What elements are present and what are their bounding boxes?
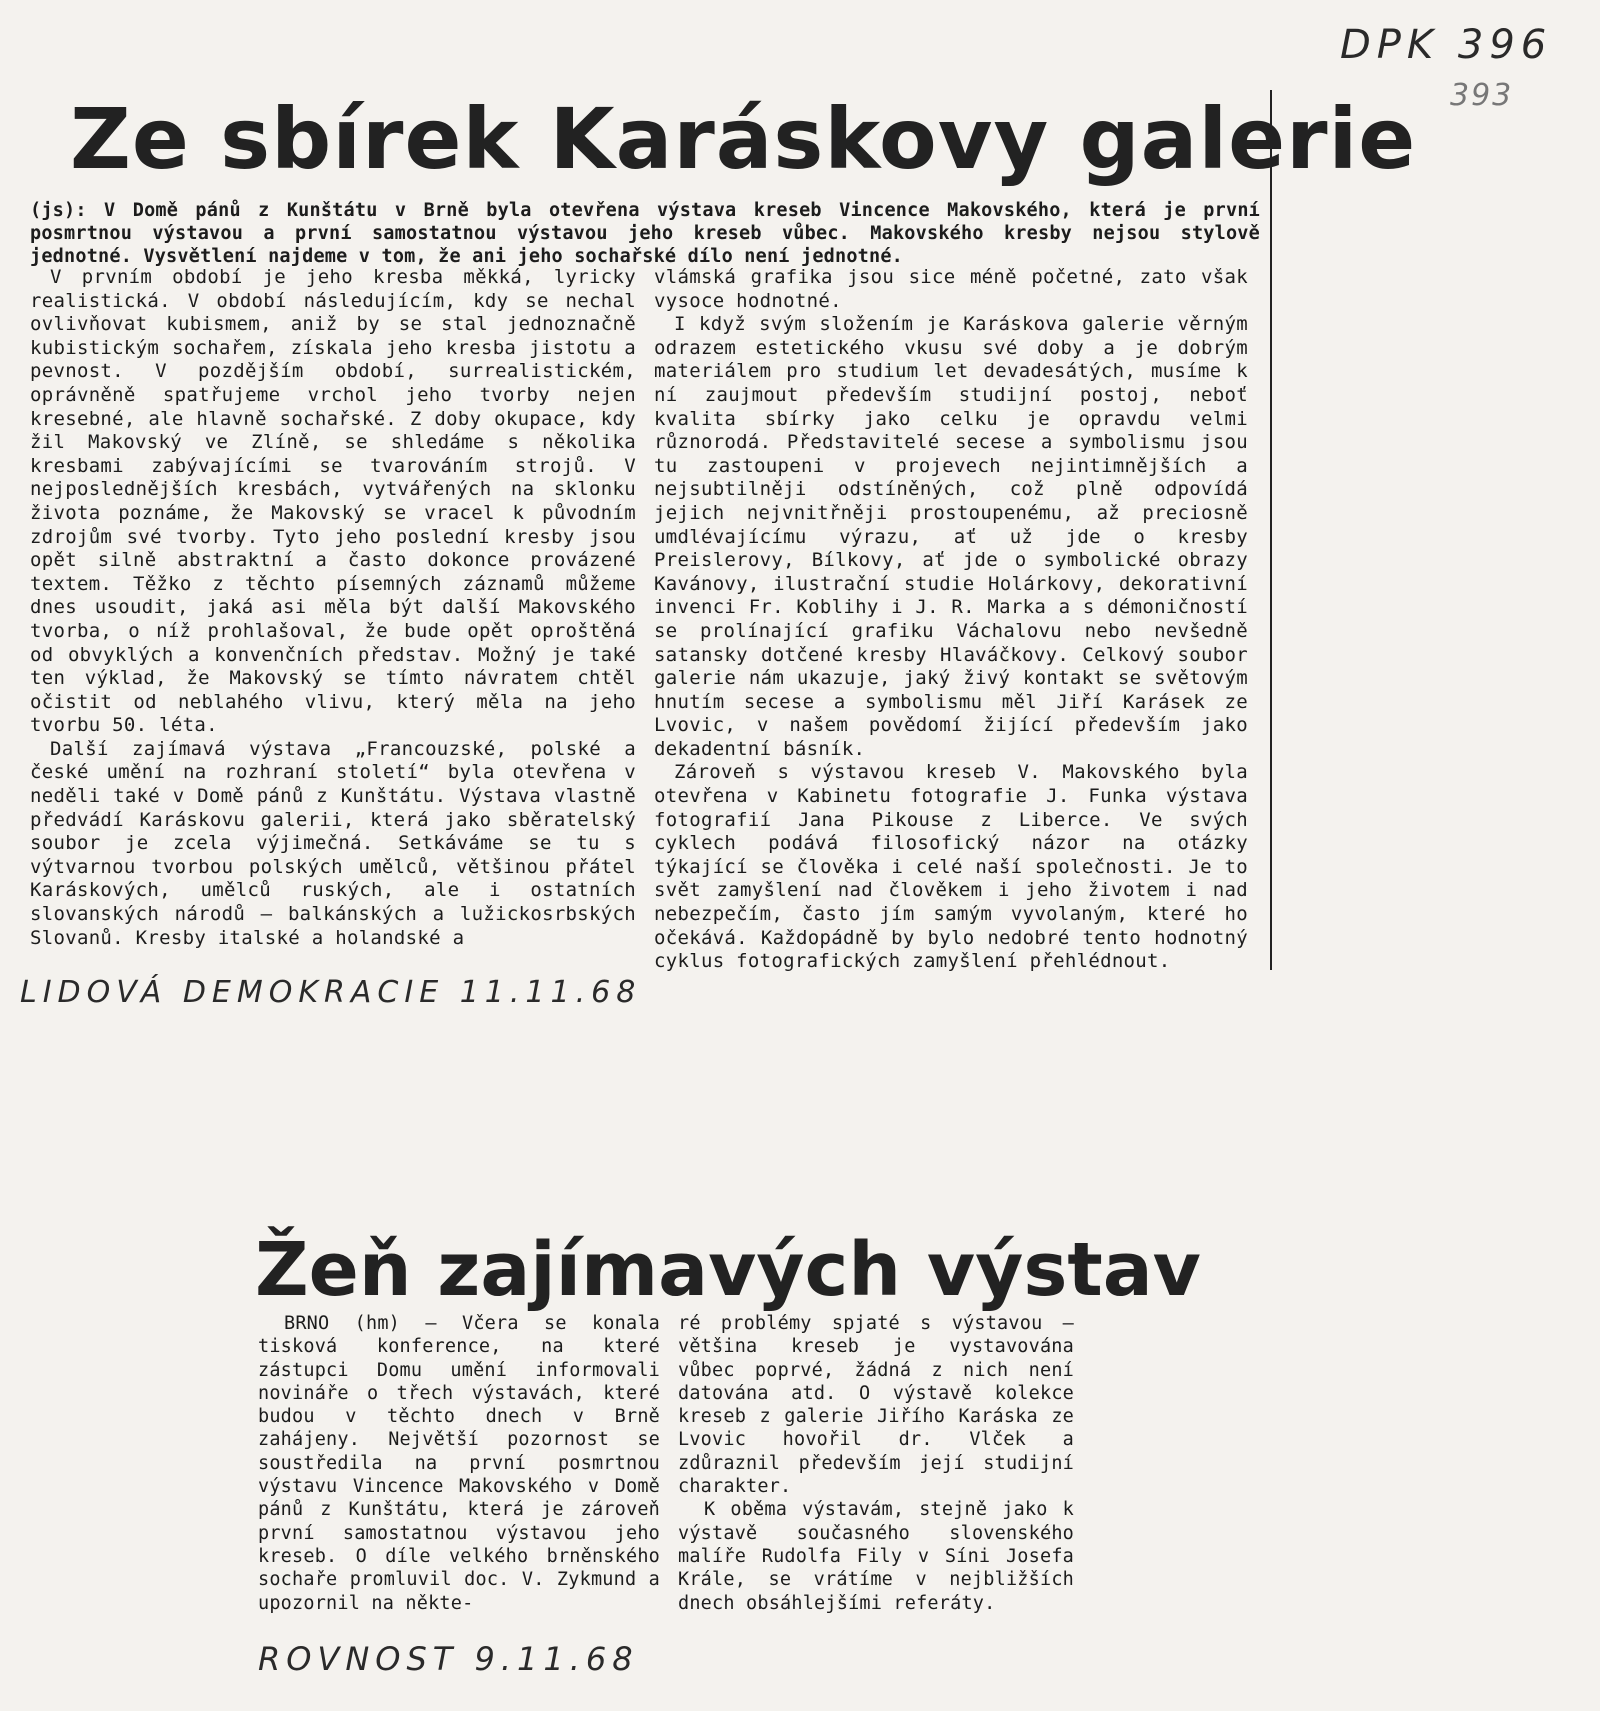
article-1-col2-paragraph: vlámská grafika jsou sice méně početné, zato však vysoce hodnotné. [654,266,1248,312]
article-1-lead: (js): V Domě pánů z Kunštátu v Brně byla otevřena výstava kreseb Vincence Makovského, která je první posmrtnou výstavou a první samostatnou výstavou jeho kreseb vůbec. Makovského kresby nejsou stylově jednotné. Vysvětlení najdeme v tom, že ani jeho sochařské dílo není jednotné. [30,200,1260,267]
source-note-1: LIDOVÁ DEMOKRACIE 11.11.68 [20,975,642,1010]
article-1-column-2 [654,266,1248,974]
article-1-headline: Ze sbírek Karáskovy galerie [70,90,1417,188]
column-rule [1270,90,1272,970]
article-2-col1-paragraph: BRNO (hm) — Včera se konala tisková konference, na které zástupci Domu umění informovali novináře o třech výstavách, které budou v těchto dnech v Brně zahájeny. Největší pozornost se soustředila na první posmrtnou výstavu Vincence Makovského v Domě pánů z Kunštátu, která je zároveň první samostatnou výstavou jeho kreseb. O díle velkého brněnského sochaře promluvil doc. V. Zykmund a upozornil na někte- [258,1313,660,1614]
article-1-col1-paragraph: V prvním období je jeho kresba měkká, lyricky realistická. V období následujícím, kdy se nechal ovlivňovat kubismem, aniž by se stal jednoznačně kubistickým sochařem, získala jeho kresba jistotu a pevnost. V pozdějším období, surrealistickém, oprávněně spatřujeme vrchol jeho tvorby nejen kresebné, ale hlavně sochařské. Z doby okupace, kdy žil Makovský ve Zlíně, se shledáme s několika kresbami zabývajícími se tvarováním strojů. V nejposlednějších kresbách, vytvářených na sklonku života poznáme, že Makovský se vracel k původním zdrojům své tvorby. Tyto jeho poslední kresby jsou opět silně abstraktní a často dokonce provázené textem. Těžko z těchto písemných záznamů můžeme dnes usoudit, jaká asi měla být další Makovského tvorba, o níž prohlašoval, že bude opět oproštěná od obvyklých a konvenčních představ. Možný je také ten výklad, že Makovský se tímto návratem chtěl očistit od neblahého vlivu, který měla na jeho tvorbu 50. léta. [30,266,636,737]
article-1 [30,85,1417,268]
article-2-col2-paragraph: K oběma výstavám, stejně jako k výstavě současného slovenského malíře Rudolfa Fily v Síni Josefa Krále, se vrátíme v nejbližších dnech obsáhlejšími referáty. [678,1499,1074,1614]
source-note-2: ROVNOST 9.11.68 [258,1640,639,1678]
article-2-column-2 [678,1312,1074,1615]
article-1-col2-paragraph: I když svým složením je Karáskova galerie věrným odrazem estetického vkusu své doby a je dobrým materiálem pro studium let devadesátých, musíme k ní zaujmout především studijní postoj, neboť kvalita sbírky jako celku je opravdu velmi různorodá. Představitelé secese a symbolismu jsou tu zastoupeni v projevech nejintimnějších a nejsubtilněji odstíněných, což plně odpovídá jejich nejvnitřněji prostoupenému, až preciosně umdlévajícímu výrazu, ať už jde o kresby Preislerovy, Bílkovy, ať jde o symbolické obrazy Kavánovy, ilustrační studie Holárkovy, dekorativní invenci Fr. Koblihy i J. R. Marka a s démoničností se prolínající grafiku Váchalovu nebo nevšedně satansky dotčené kresby Hlaváčkovy. Celkový soubor galerie nám ukazuje, jaký živý kontakt se světovým hnutím secese a symbolismu měl Jiří Karásek ze Lvovic, v našem povědomí žijící především jako dekadentní básník. [654,313,1248,760]
archive-code-alt: 393 [1450,78,1514,113]
article-2-column-1 [258,1312,660,1615]
article-1-col2-paragraph: Zároveň s výstavou kreseb V. Makovského byla otevřena v Kabinetu fotografie J. Funka výstava fotografií Jana Pikouse z Liberce. Ve svých cyklech podává filosofický názor na otázky týkající se člověka i celé naší společnosti. Je to svět zamyšlení nad člověkem i jeho životem i nad nebezpečím, často jím samým vyvolaným, které ho očekává. Každopádně by bylo nedobré tento hodnotný cyklus fotografických zamyšlení přehlédnout. [654,761,1248,973]
article-1-column-1 [30,266,636,950]
article-2-headline: Žeň zajímavých výstav [255,1227,1201,1313]
article-1-col1-paragraph: Další zajímavá výstava „Francouzské, polské a české umění na rozhraní století“ byla otevřena v neděli také v Domě pánů z Kunštátu. Výstava vlastně předvádí Karáskovu galerii, která jako sběratelský soubor je zcela výjimečná. Setkáváme se tu s výtvarnou tvorbou polských umělců, většinou přátel Karáskových, umělců ruských, ale i ostatních slovanských národů — balkánských a lužickosrbských Slovanů. Kresby italské a holandské a [30,737,636,949]
article-2-col2-paragraph: ré problémy spjaté s výstavou — většina kreseb je vystavována vůbec poprvé, žádná z nich není datována atd. O výstavě kolekce kreseb z galerie Jiřího Karáska ze Lvovic hovořil dr. Vlček a zdůraznil především její studijní charakter. [678,1313,1074,1498]
archive-code: DPK 396 [1340,22,1553,68]
